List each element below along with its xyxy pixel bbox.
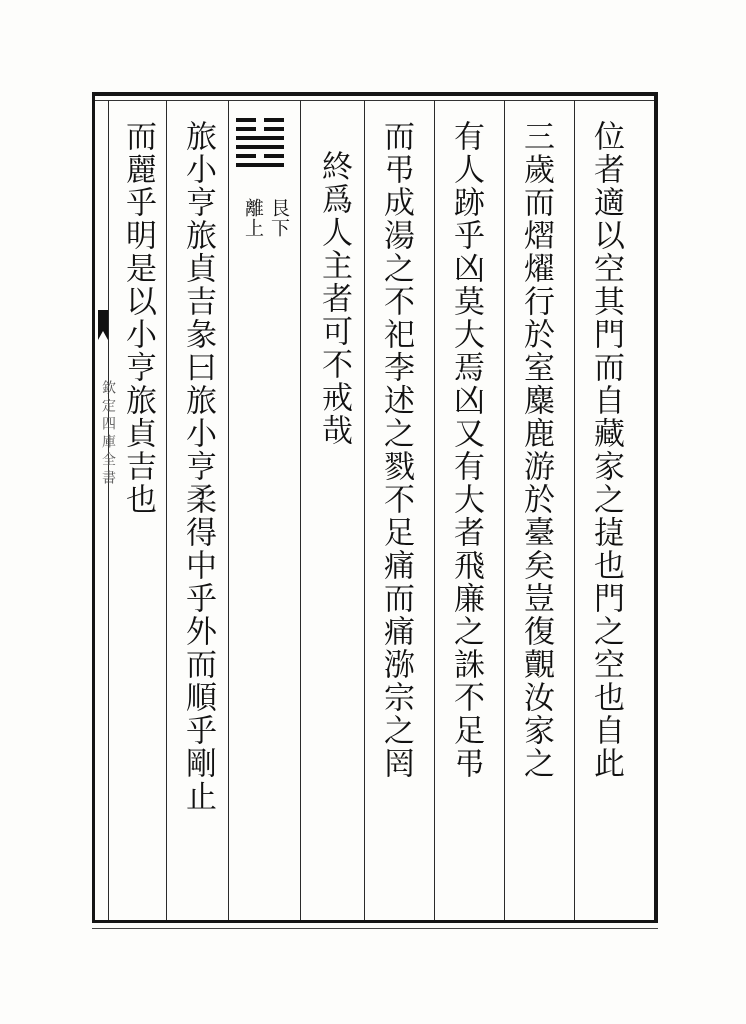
frame-right-rule (654, 92, 658, 923)
text-column-7: 而麗乎明是以小亨旅貞吉也 (120, 120, 156, 516)
frame-top-rule (92, 92, 658, 96)
fishtail-mark (98, 310, 108, 340)
margin-label: 欽定四庫全書 (100, 380, 116, 488)
text-column-1: 位者適以空其門而自藏家之㨗也門之空也自此 (588, 120, 624, 780)
trigram-upper: 艮下 (268, 198, 290, 238)
text-column-3: 有人跡乎凶莫大焉凶又有大者飛廉之誅不足弔 (448, 120, 484, 780)
column-separator (574, 100, 575, 920)
frame-bottom-rule (92, 920, 658, 923)
column-separator (504, 100, 505, 920)
text-column-6: 旅小亨旅貞吉彖曰旅小亨柔得中乎外而順乎剛止 (180, 120, 216, 813)
frame-bottom-rule-inner (92, 928, 658, 929)
column-separator (166, 100, 167, 920)
column-separator (228, 100, 229, 920)
text-column-2: 三歲而熠燿行於室麋鹿游於臺矣豈復覿汝家之 (518, 120, 554, 780)
column-separator (434, 100, 435, 920)
text-column-5: 終爲人主者可不戒哉 (316, 150, 352, 447)
margin-separator (108, 100, 109, 920)
column-separator (364, 100, 365, 920)
text-column-4: 而弔成湯之不祀李述之戮不足痛而痛㳽宗之罔 (378, 120, 414, 780)
hexagram-lu-icon (236, 118, 284, 172)
frame-left-rule (92, 92, 95, 923)
column-separator (300, 100, 301, 920)
trigram-lower: 離上 (242, 198, 264, 238)
